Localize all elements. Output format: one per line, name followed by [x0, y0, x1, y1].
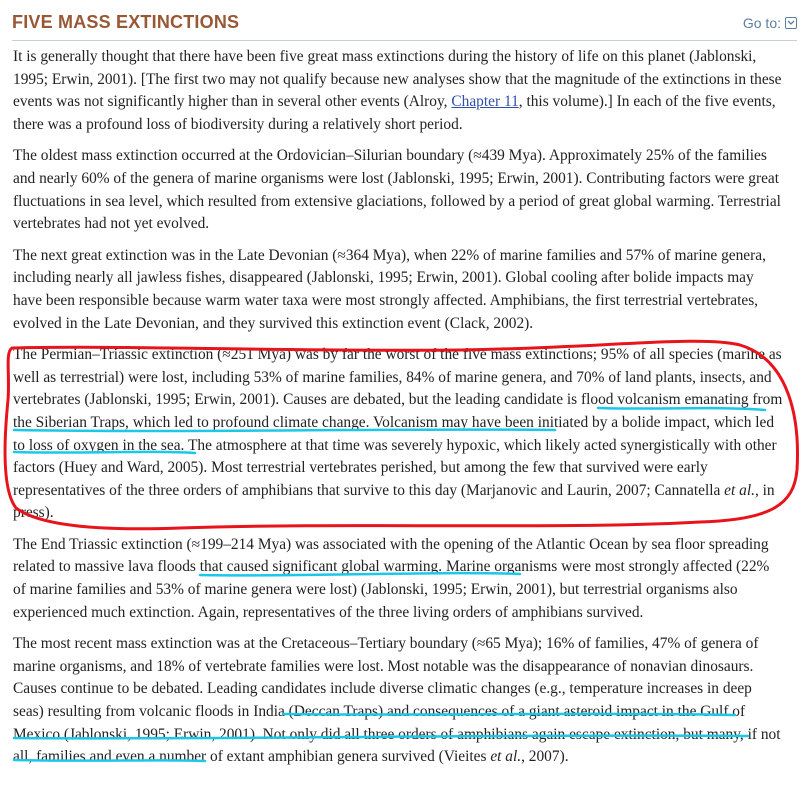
paragraph-cretaceous: The most recent mass extinction was at the Cretaceous–Tertiary boundary (≈65 Mya); 16% of families, 47% of genera of marine organisms, and 18% of vertebrate families were lost. Most notable was the disappearance of nonavian dinosaurs. Causes continue to be debated. Leading candidates include diverse climatic changes (e.g., temperature increases in deep seas) resulting from volcanic floods in India (Deccan Traps) and consequences of a giant asteroid impact in the Gulf of Mexico (Jablonski, 1995; Erwin, 2001). Not only did all three orders of amphibians again escape extinction, but many, if not all, families and even a number of extant amphibian genera survived (Vieites et al., 2007).: [13, 635, 781, 766]
chapter-11-link[interactable]: Chapter 11: [451, 93, 519, 111]
goto-menu[interactable]: [743, 15, 797, 31]
section-title: FIVE MASS EXTINCTIONS: [12, 12, 240, 32]
paragraph-permian: The Permian–Triassic extinction (≈251 Mya) was by far the worst of the five mass extinctions; 95% of all species (marine as well as terrestrial) were lost, including 53% of marine families, 84% of marine genera, and 70% of land plants, insects, and vertebrates (Jablonski, 1995; Erwin, 2001). Causes are debated, but the leading candidate is flood volcanism emanating from the Siberian Traps, which led to profound climate change. Volcanism may have been initiated by a bolide impact, which led to loss of oxygen in the sea. The atmosphere at that time was severely hypoxic, which likely acted synergistically with other factors (Huey and Ward, 2005). Most terrestrial vertebrates perished, but among the few that survived were early representatives of the three orders of amphibians that survive to this day (Marjanovic and Laurin, 2007; Cannatella et al., in press).: [13, 346, 783, 522]
section-header: [12, 10, 797, 41]
paragraph-ordovician: The oldest mass extinction occurred at the Ordovician–Silurian boundary (≈439 Mya). Approximately 25% of the families and nearly 60% of the genera of marine organisms were lost (Jablonski, 1995; Erwin, 2001). Contributing factors were great fluctuations in sea level, which resulted from extensive glaciations, followed by a period of great global warming. Terrestrial vertebrates had not yet evolved.: [13, 147, 781, 233]
paragraph-intro: It is generally thought that there have been five great mass extinctions during the history of life on this planet (Jablonski, 1995; Erwin, 2001). [The first two may not qualify because new analyses show that the magnitude of the extinctions in these events was not significantly higher than in several other events (Alroy, Chapter 11, this volume).] In each of the five events, there was a profound loss of biodiversity during a relatively short period.: [13, 48, 782, 133]
chevron-down-icon: [785, 17, 797, 29]
paragraph-devonian: The next great extinction was in the Late Devonian (≈364 Mya), when 22% of marine families and 57% of marine genera, including nearly all jawless fishes, disappeared (Jablonski, 1995; Erwin, 2001). Global cooling after bolide impacts may have been responsible because warm water taxa were most strongly affected. Amphibians, the first terrestrial vertebrates, evolved in the Late Devonian, and they survived this extinction event (Clack, 2002).: [13, 246, 766, 332]
goto-label: Go to:: [742, 15, 781, 31]
article-body: [13, 46, 783, 778]
paragraph-triassic: The End Triassic extinction (≈199–214 Mya) was associated with the opening of the Atlantic Ocean by sea floor spreading related to massive lava floods that caused significant global warming. Marine organisms were most strongly affected (22% of marine families and 53% of marine genera were lost) (Jablonski, 1995; Erwin, 2001), but terrestrial organisms also experienced much extinction. Again, representatives of the three living orders of amphibians survived.: [13, 535, 770, 621]
